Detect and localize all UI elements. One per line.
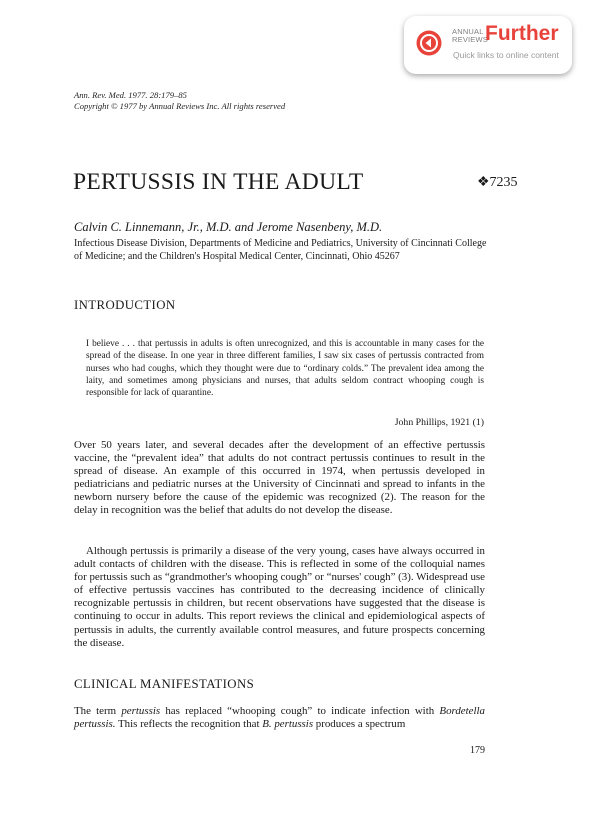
section-heading-clinical-manifestations: CLINICAL MANIFESTATIONS: [74, 677, 255, 691]
paragraph-3-text: The term: [74, 705, 122, 717]
citation-line-journal: Ann. Rev. Med. 1977. 28:179–85: [74, 90, 187, 100]
play-circle-icon: [416, 30, 442, 56]
badge-publisher-label: ANNUAL REVIEWS: [452, 27, 488, 44]
citation-line-copyright: Copyright © 1977 by Annual Reviews Inc. All rights reserved: [74, 100, 286, 111]
paragraph-3-term: pertussis: [121, 705, 161, 717]
paragraph-3-text: This reflects the recognition that: [115, 718, 263, 731]
citation: [74, 90, 285, 111]
epigraph-attribution: John Phillips, 1921 (1): [394, 417, 484, 428]
article-title: PERTUSSIS IN THE ADULT: [73, 169, 364, 195]
paragraph-1: Over 50 years later, and several decades after the development of an effective pertussis vaccine, the “prevalent idea” that adults do not contract pertussis continues to result in the spread of disease. An example of this occurred in 1974, when pertussis developed in pediatricians and pediatric nurses at the University of Cincinnati and spread to infants in the newborn nursery before the cause of the epidemic was recognized (2). The reason for the delay in recognition was the belief that adults do not develop the disease.: [74, 439, 485, 517]
section-heading-introduction: INTRODUCTION: [74, 298, 176, 312]
paragraph-3: [74, 705, 485, 731]
annual-reviews-further-badge[interactable]: [404, 16, 572, 74]
paragraph-3-species: Bordetella pertussis.: [74, 705, 485, 731]
article-affiliation: Infectious Disease Division, Departments of Medicine and Pediatrics, University of Cincinnati College of Medicine; and the Children's Hospital Medical Center, Cincinnati, Ohio 45267: [74, 238, 487, 263]
badge-subtitle: Quick links to online content: [453, 50, 559, 60]
epigraph-quote: I believe . . . that pertussis in adults is often unrecognized, and this is accountable in many cases for the spread of the disease. In one year in three different families, I saw six cases of pertussis contracted from nurses who had coughs, which they thought were due to “ordinary colds.” The prevalent idea among the laity, and sometimes among physicians and nurses, that adults seldom contract whooping cough is responsible for lack of quarantine.: [86, 339, 484, 399]
paragraph-3-text: has replaced “whooping cough” to indicate infection with: [160, 705, 440, 717]
paragraph-3-text: produces a spectrum: [313, 718, 406, 731]
paragraph-3-species: B. pertussis: [262, 718, 314, 731]
page-number: 179: [470, 745, 485, 756]
paragraph-2: Although pertussis is primarily a disease of the very young, cases have always occurred in adult contacts of children with the disease. This is reflected in some of the colloquial names for pertussis such as “grandmother's whooping cough” or “nurses' cough” (3). Widespread use of effective pertussis vaccines has contributed to the decreasing incidence of clinically recognizable pertussis in children, but recent observations have suggested that the disease is continuing to occur in adults. This report reviews the clinical and epidemiological aspects of pertussis in adults, the currently available control measures, and future prospects concerning the disease.: [74, 545, 485, 649]
article-code: ❖7235: [477, 175, 518, 190]
badge-further-label: Further: [485, 22, 559, 45]
article-authors: Calvin C. Linnemann, Jr., M.D. and Jerome Nasenbeny, M.D.: [74, 220, 383, 234]
